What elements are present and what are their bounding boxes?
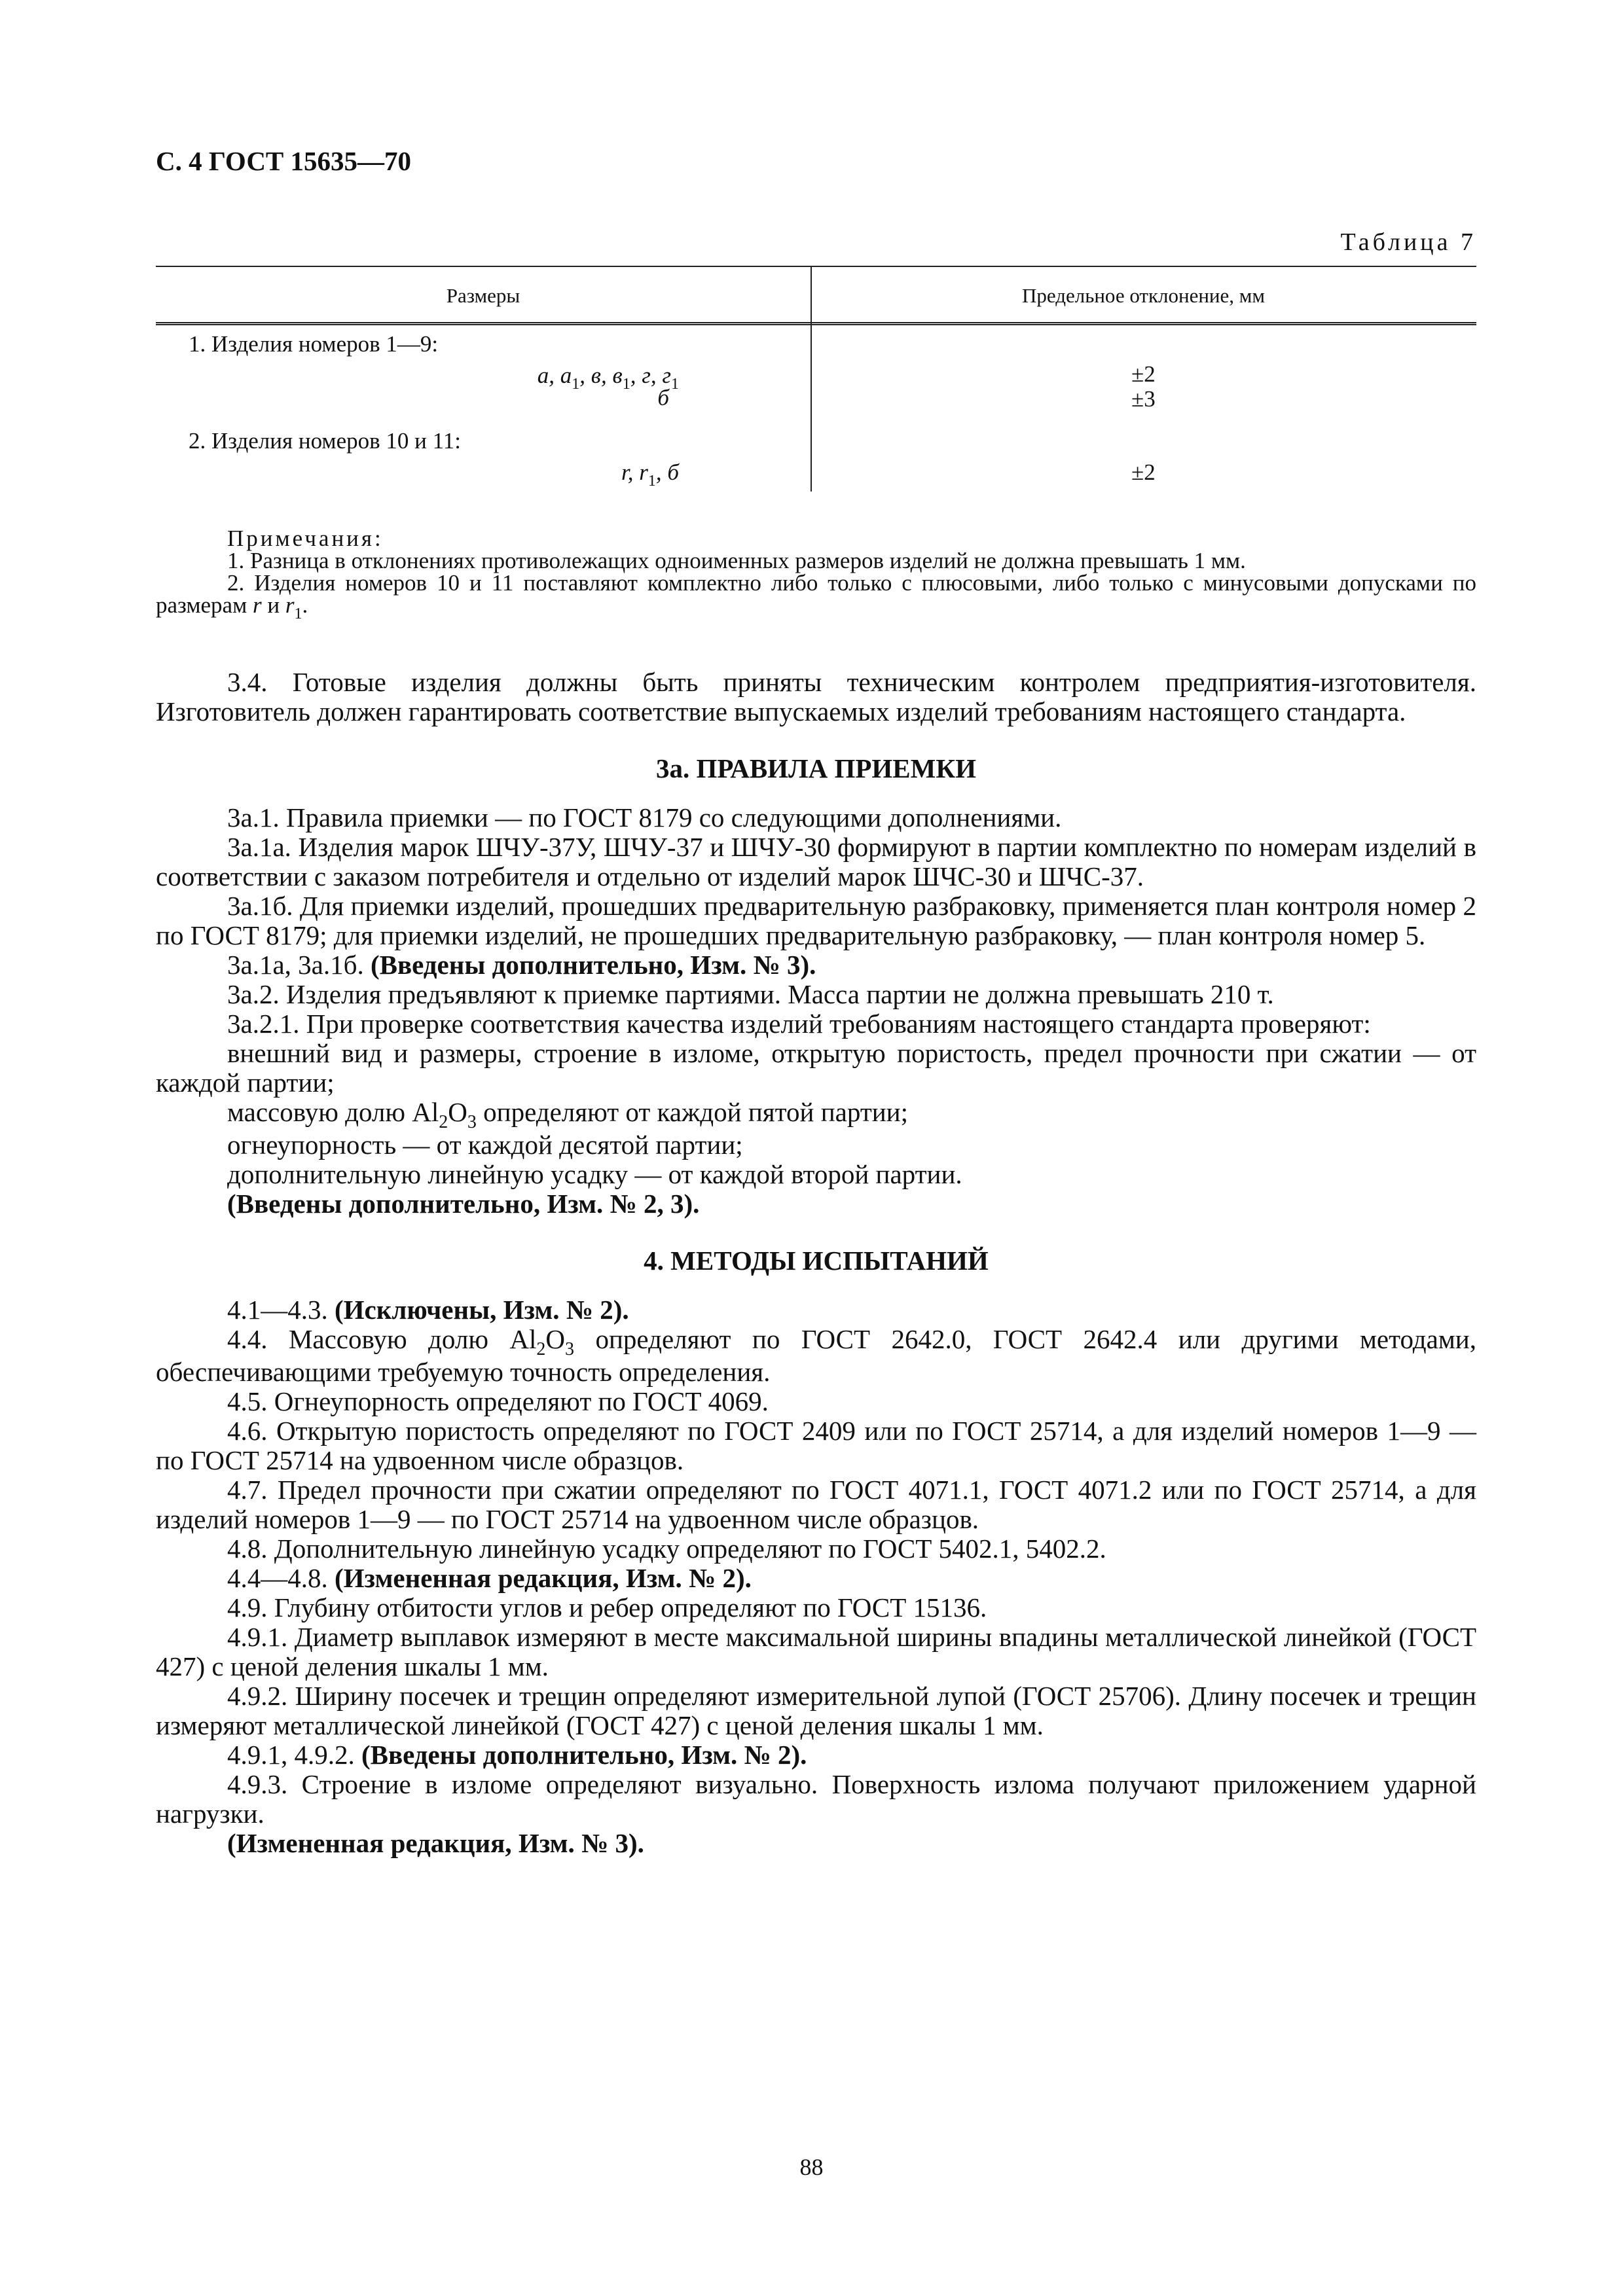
amendment-note: (Введены дополнительно, Изм. № 2, 3).	[227, 1189, 700, 1219]
amendment-ref: 4.4—4.8.	[227, 1563, 328, 1593]
column-header-deviation: Предельное отклонение, мм	[1021, 284, 1266, 307]
column-header-dimensions: Размеры	[446, 284, 520, 307]
amendment-note: (Измененная редакция, Изм. № 3).	[227, 1828, 644, 1858]
table-cell-value: ±3	[1131, 386, 1156, 412]
table-notes	[156, 526, 1476, 622]
amendment-ref: 4.1—4.3.	[227, 1295, 328, 1325]
list-item: огнеупорность — от каждой десятой партии;	[227, 1130, 743, 1160]
note-text: и	[267, 592, 280, 618]
subscript: 1	[647, 473, 656, 490]
amendment-ref: 4.9.1, 4.9.2.	[227, 1740, 355, 1770]
subscript: 1	[572, 376, 580, 393]
note-symbol: r	[285, 592, 295, 618]
table-cell-value: ±2	[1131, 459, 1156, 485]
section-heading-3a: 3а. ПРАВИЛА ПРИЕМКИ	[656, 753, 976, 783]
paragraph-4-9-3: 4.9.3. Строение в изломе определяют визуально. Поверхность излома получают приложением ударной нагрузки.	[156, 1769, 1476, 1829]
dims-text: r, r	[621, 459, 648, 485]
note-text: .	[302, 592, 308, 618]
section-heading-4: 4. МЕТОДЫ ИСПЫТАНИЙ	[644, 1246, 989, 1276]
amendment-text: (Введены дополнительно, Изм. № 2).	[361, 1740, 807, 1770]
table-cell-value: ±2	[1131, 361, 1156, 387]
list-text: O	[448, 1097, 467, 1127]
subscript: 3	[467, 1112, 477, 1132]
subscript: 3	[565, 1339, 575, 1359]
dims-text: , б	[655, 459, 679, 485]
main-text	[156, 668, 1476, 1858]
note-text: 2. Изделия номеров 10 и 11 поставляют комплектно либо только с плюсовыми, либо только с минусовыми допусками по размерам	[156, 570, 1476, 618]
paragraph-3a-2-1: 3а.2.1. При проверке соответствия качества изделий требованиям настоящего стандарта проверяют:	[227, 1009, 1371, 1039]
paragraph-text: определяют по ГОСТ 2642.0, ГОСТ 2642.4 или другими методами, обеспечивающими требуемую точность определения.	[156, 1324, 1477, 1387]
table-row-label: 2. Изделия номеров 10 и 11:	[189, 428, 462, 454]
note-1: 1. Разница в отклонениях противолежащих одноименных размеров изделий не должна превышать 1 мм.	[227, 548, 1246, 573]
paragraph-4-4	[156, 1325, 1476, 1387]
amendment-text: (Исключены, Изм. № 2).	[335, 1295, 629, 1325]
table-cell-dims	[621, 459, 679, 490]
subscript: 2	[536, 1339, 546, 1359]
list-text: массовую долю Al	[227, 1097, 439, 1127]
table-row-label: 1. Изделия номеров 1—9:	[189, 331, 439, 357]
paragraph-3a-1: 3а.1. Правила приемки — по ГОСТ 8179 со следующими дополнениями.	[227, 802, 1062, 833]
page-number: 88	[799, 2154, 824, 2180]
amendment-text: (Введены дополнительно, Изм. № 3).	[370, 950, 816, 980]
paragraph-4-8: 4.8. Дополнительную линейную усадку определяют по ГОСТ 5402.1, 5402.2.	[227, 1534, 1106, 1564]
table-header-rule	[156, 322, 1476, 325]
amendment-text: (Измененная редакция, Изм. № 2).	[335, 1563, 752, 1593]
paragraph-3a-1b: 3а.1б. Для приемки изделий, прошедших предварительную разбраковку, применяется план контроля номер 2 по ГОСТ 8179; для приемки изделий, не прошедших предварительную разбраковку, — план контроля номер 5.	[156, 891, 1476, 950]
amendment-note	[156, 1295, 1476, 1325]
subscript: 2	[439, 1112, 448, 1132]
paragraph-3a-1a: 3а.1а. Изделия марок ШЧУ-37У, ШЧУ-37 и ШЧУ-30 формируют в партии комплектно по номерам изделий в соответствии с заказом потребителя и отдельно от изделий марок ШЧС-30 и ШЧС-37.	[156, 832, 1476, 891]
table-top-rule	[156, 266, 1476, 267]
dims-text: а, а	[537, 363, 572, 388]
subscript: 1	[622, 376, 630, 393]
paragraph-4-7: 4.7. Предел прочности при сжатии определяют по ГОСТ 4071.1, ГОСТ 4071.2 или по ГОСТ 25714, а для изделий номеров 1—9 — по ГОСТ 25714 на удвоенном числе образцов.	[156, 1475, 1476, 1534]
amendment-note	[156, 1564, 1476, 1593]
dims-text: , в, в	[579, 363, 623, 388]
list-item	[156, 1098, 1476, 1130]
list-item: внешний вид и размеры, строение в изломе, открытую пористость, предел прочности при сжатии — от каждой партии;	[156, 1038, 1476, 1098]
paragraph-4-9: 4.9. Глубину отбитости углов и ребер определяют по ГОСТ 15136.	[227, 1592, 987, 1623]
page-header: С. 4 ГОСТ 15635—70	[156, 146, 412, 176]
subscript: 1	[671, 376, 679, 393]
table-caption: Таблица 7	[1340, 228, 1476, 256]
note-symbol: r	[252, 592, 262, 618]
paragraph-3-4: 3.4. Готовые изделия должны быть приняты техническим контролем предприятия-изготовителя. Изготовитель должен гарантировать соответствие выпускаемых изделий требованиям настоящего стандарта.	[156, 667, 1476, 726]
amendment-note	[156, 1740, 1476, 1770]
note-2	[156, 570, 1476, 622]
paragraph-4-9-1: 4.9.1. Диаметр выплавок измеряют в месте максимальной ширины впадины металлической линейкой (ГОСТ 427) с ценой деления шкалы 1 мм.	[156, 1622, 1476, 1681]
paragraph-text: 4.4. Массовую долю Al	[227, 1324, 537, 1354]
paragraph-3a-2: 3а.2. Изделия предъявляют к приемке партиями. Масса партии не должна превышать 210 т.	[227, 979, 1274, 1009]
paragraph-4-5: 4.5. Огнеупорность определяют по ГОСТ 4069.	[227, 1386, 769, 1416]
paragraph-4-9-2: 4.9.2. Ширину посечек и трещин определяют измерительной лупой (ГОСТ 25706). Длину посечек и трещин измеряют металлической линейкой (ГОСТ 427) с ценой деления шкалы 1 мм.	[156, 1681, 1476, 1740]
paragraph-4-6: 4.6. Открытую пористость определяют по ГОСТ 2409 или по ГОСТ 25714, а для изделий номеров 1—9 — по ГОСТ 25714 на удвоенном числе образцов.	[156, 1416, 1476, 1475]
paragraph-text: O	[545, 1324, 566, 1354]
amendment-ref: 3а.1а, 3а.1б.	[227, 950, 364, 980]
dims-text: , г, г	[630, 363, 671, 388]
subscript: 1	[294, 605, 302, 622]
list-item: дополнительную линейную усадку — от каждой второй партии.	[227, 1159, 962, 1189]
notes-title: Примечания:	[227, 526, 384, 551]
amendment-note	[156, 950, 1476, 980]
table-cell-dims: б	[657, 385, 669, 410]
list-text: определяют от каждой пятой партии;	[476, 1097, 909, 1127]
